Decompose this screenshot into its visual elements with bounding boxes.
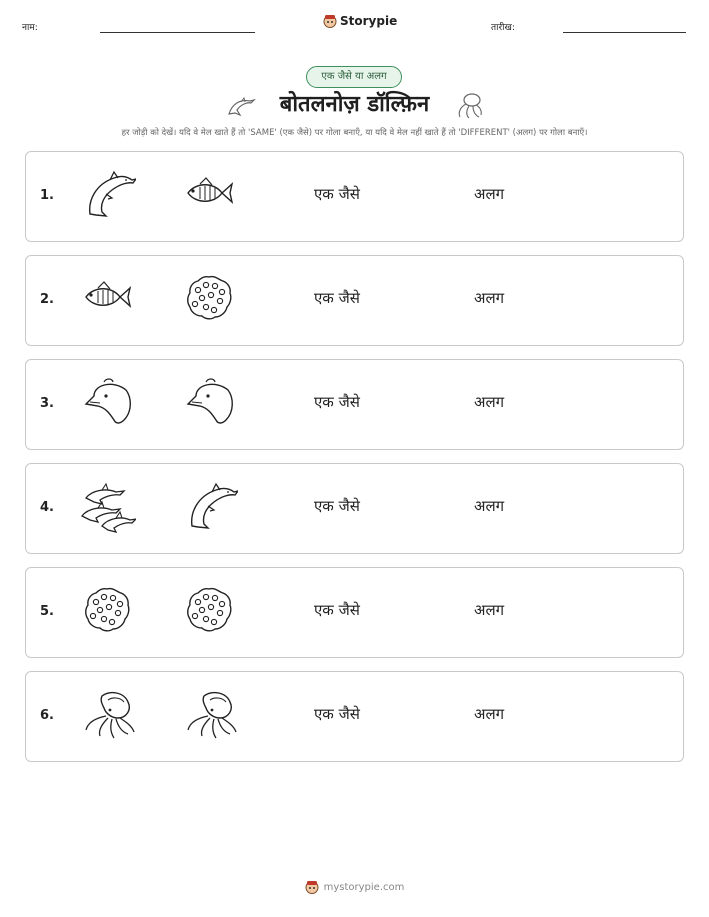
dolphin-head-icon: [80, 376, 136, 432]
dolphin-icon: [182, 480, 238, 536]
different-option[interactable]: अलग: [474, 601, 505, 619]
question-row-5: [25, 567, 684, 658]
dolphin-icon: [80, 168, 136, 224]
date-label: तारीख:: [491, 23, 515, 33]
coral-icon: [80, 584, 136, 640]
octopus-icon: [182, 688, 238, 744]
question-row-4: [25, 463, 684, 554]
different-option[interactable]: अलग: [474, 497, 505, 515]
coral-icon: [182, 584, 238, 640]
brand-logo: [323, 14, 397, 28]
fish-icon: [182, 168, 238, 224]
topic-badge: एक जैसे या अलग: [306, 66, 402, 88]
question-row-3: [25, 359, 684, 450]
question-row-2: [25, 255, 684, 346]
same-option[interactable]: एक जैसे: [314, 705, 360, 723]
brand-name: Storypie: [340, 14, 398, 28]
date-line[interactable]: [563, 32, 686, 33]
footer: [0, 880, 709, 894]
same-option[interactable]: एक जैसे: [314, 393, 360, 411]
different-option[interactable]: अलग: [474, 289, 505, 307]
question-number: 6.: [40, 708, 54, 723]
same-option[interactable]: एक जैसे: [314, 601, 360, 619]
octopus-icon: [80, 688, 136, 744]
same-option[interactable]: एक जैसे: [314, 289, 360, 307]
storypie-mascot-icon: [323, 14, 337, 28]
question-row-6: [25, 671, 684, 762]
storypie-mascot-icon: [305, 880, 319, 894]
question-number: 2.: [40, 292, 54, 307]
same-option[interactable]: एक जैसे: [314, 497, 360, 515]
different-option[interactable]: अलग: [474, 705, 505, 723]
different-option[interactable]: अलग: [474, 185, 505, 203]
different-option[interactable]: अलग: [474, 393, 505, 411]
fish-icon: [80, 272, 136, 328]
question-number: 4.: [40, 500, 54, 515]
question-number: 5.: [40, 604, 54, 619]
question-number: 1.: [40, 188, 54, 203]
coral-icon: [182, 272, 238, 328]
footer-url[interactable]: mystorypie.com: [323, 881, 405, 893]
octopus-icon: [454, 91, 484, 121]
question-number: 3.: [40, 396, 54, 411]
name-line[interactable]: [100, 32, 255, 33]
instructions: हर जोड़ी को देखें। यदि वे मेल खाते हैं तो 'SAME' (एक जैसे) पर गोला बनाएँ, या यदि वे मेल नहीं खाते हैं तो 'DIFFERENT' (अलग) पर गोला बनाएँ।: [121, 128, 588, 138]
question-row-1: [25, 151, 684, 242]
dolphin-head-icon: [182, 376, 238, 432]
name-label: नाम:: [22, 23, 38, 33]
page-title: बोतलनोज़ डॉल्फ़िन: [279, 92, 430, 117]
dolphin-pod-icon: [80, 480, 136, 536]
same-option[interactable]: एक जैसे: [314, 185, 360, 203]
